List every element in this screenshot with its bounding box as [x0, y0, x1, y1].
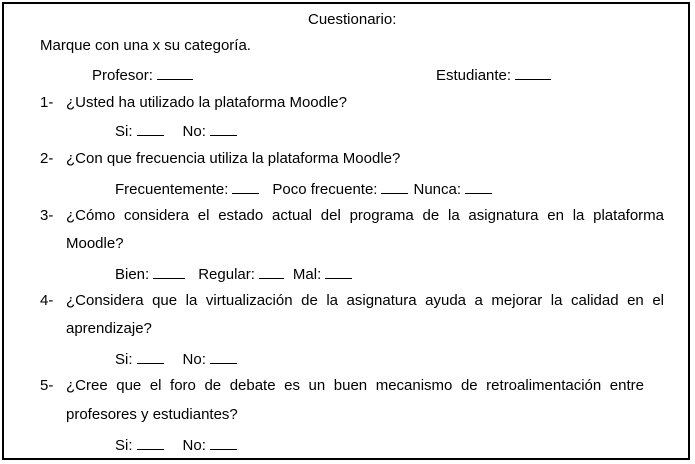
- question-4-blank-no[interactable]: [210, 349, 237, 364]
- question-2-option-poco-frecuente: Poco frecuente:: [272, 181, 378, 198]
- category-profesor-label: Profesor:: [92, 67, 153, 84]
- question-1-options: [115, 121, 237, 141]
- question-5-blank-si[interactable]: [137, 435, 164, 450]
- question-4-option-si: Si:: [115, 351, 133, 368]
- question-4-option-no: No:: [182, 351, 206, 368]
- question-3-options: [115, 264, 352, 284]
- question-2-number: 2-: [40, 150, 54, 167]
- profesor-blank[interactable]: [157, 65, 193, 80]
- question-3-option-regular: Regular:: [198, 266, 255, 283]
- question-4-number: 4-: [40, 292, 54, 309]
- category-estudiante-label: Estudiante:: [436, 67, 512, 84]
- question-3-option-bien: Bien:: [115, 266, 150, 283]
- question-3-blank-bien[interactable]: [153, 264, 185, 279]
- question-2-blank-poco-frecuente[interactable]: [381, 179, 408, 194]
- question-2-option-frecuentemente: Frecuentemente:: [115, 181, 229, 198]
- question-3-blank-regular[interactable]: [259, 264, 284, 279]
- estudiante-blank[interactable]: [515, 65, 551, 80]
- question-1-blank-no[interactable]: [210, 121, 237, 136]
- instruction-text: Marque con una x su categoría.: [40, 37, 251, 54]
- question-5-blank-no[interactable]: [210, 435, 237, 450]
- question-5-option-no: No:: [182, 437, 206, 454]
- question-4-options: [115, 349, 237, 369]
- question-4-blank-si[interactable]: [137, 349, 164, 364]
- question-1-number: 1-: [40, 94, 54, 111]
- question-1-option-si: Si:: [115, 123, 133, 140]
- category-estudiante: [436, 65, 551, 85]
- question-2-blank-frecuentemente[interactable]: [232, 179, 259, 194]
- question-4-text-line-1: ¿Considera que la virtualización de la asignatura ayuda a mejorar la calidad en el: [66, 292, 664, 309]
- category-profesor: [92, 65, 193, 85]
- question-4-text-line-2: aprendizaje?: [66, 320, 152, 337]
- question-3-text-line-1: ¿Cómo considera el estado actual del programa de la asignatura en la plataforma: [66, 207, 664, 224]
- question-5-option-si: Si:: [115, 437, 133, 454]
- question-2-options: [115, 179, 492, 199]
- question-3-number: 3-: [40, 207, 54, 224]
- question-5-options: [115, 435, 237, 455]
- question-3-text-line-2: Moodle?: [66, 235, 124, 252]
- question-5-number: 5-: [40, 377, 54, 394]
- questionnaire-title: Cuestionario:: [308, 11, 397, 28]
- question-2-option-nunca: Nunca:: [413, 181, 462, 198]
- question-2-blank-nunca[interactable]: [465, 179, 492, 194]
- question-2-text: ¿Con que frecuencia utiliza la plataforma Moodle?: [66, 150, 401, 167]
- question-1-text: ¿Usted ha utilizado la plataforma Moodle?: [66, 94, 347, 111]
- question-3-option-mal: Mal:: [292, 266, 322, 283]
- question-5-text-line-2: profesores y estudiantes?: [66, 406, 238, 423]
- question-3-blank-mal[interactable]: [325, 264, 352, 279]
- question-5-text-line-1: ¿Cree que el foro de debate es un buen mecanismo de retroalimentación entre: [66, 377, 644, 394]
- question-1-blank-si[interactable]: [137, 121, 164, 136]
- question-1-option-no: No:: [182, 123, 206, 140]
